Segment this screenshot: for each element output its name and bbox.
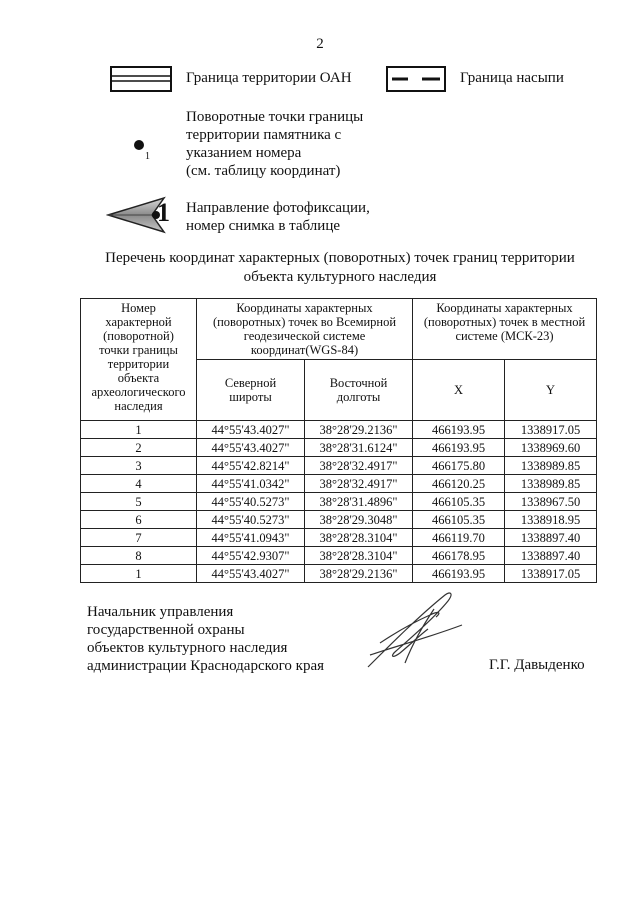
header-local-coordinates: Координаты характерных (поворотных) точек в местной системе (МСК-23) [413,299,597,360]
legend-turning-points: Поворотные точки границы территории памятника с указанием номера (см. таблицу координат) [186,109,364,179]
page-number: 2 [316,36,324,52]
legend-embankment-boundary: Граница насыпи [460,70,564,86]
table-row: 5 44°55'40.5273" 38°28'31.4896" 466105.35 1338967.50 [81,493,597,511]
document-title: Перечень координат характерных (поворотных) точек границ территории объекта культурного наследия [105,250,575,285]
header-wgs84-coordinates: Координаты характерных (поворотных) точек во Всемирной геодезической системе координат(WGS-84) [197,299,413,360]
embankment-boundary-symbol [386,66,446,92]
header-north-latitude: Северной широты [197,360,305,421]
header-east-longitude: Восточной долготы [305,360,413,421]
table-row: 2 44°55'43.4027" 38°28'31.6124" 466193.95 1338969.60 [81,439,597,457]
photo-direction-number: 1 [157,198,170,227]
signatory-position: Начальник управления государственной охраны объектов культурного наследия администрации Краснодарского края [87,604,325,674]
legend-territory-boundary: Граница территории ОАН [186,70,352,86]
table-row: 8 44°55'42.9307" 38°28'28.3104" 466178.95 1338897.40 [81,547,597,565]
table-row: 1 44°55'43.4027" 38°28'29.2136" 466193.95 1338917.05 [81,421,597,439]
signatory-name: Г.Г. Давыденко [489,657,585,673]
header-point-number: Номер характерной (поворотной) точки границы территории объекта археологического наследия [81,299,197,421]
turning-point-marker-icon [132,138,156,162]
table-row: 4 44°55'41.0342" 38°28'32.4917" 466120.25 1338989.85 [81,475,597,493]
header-x: X [413,360,505,421]
table-row: 3 44°55'42.8214" 38°28'32.4917" 466175.80 1338989.85 [81,457,597,475]
territory-boundary-symbol [110,66,172,92]
coordinates-table [80,298,597,583]
table-row: 6 44°55'40.5273" 38°28'29.3048" 466105.35 1338918.95 [81,511,597,529]
table-row: 1 44°55'43.4027" 38°28'29.2136" 466193.95 1338917.05 [81,565,597,583]
table-row: 7 44°55'41.0943" 38°28'28.3104" 466119.70 1338897.40 [81,529,597,547]
legend-photo-direction: Направление фотофиксации, номер снимка в таблице [186,200,370,234]
handwritten-signature [350,585,470,675]
turning-point-marker-number: 1 [145,151,150,162]
header-y: Y [505,360,597,421]
